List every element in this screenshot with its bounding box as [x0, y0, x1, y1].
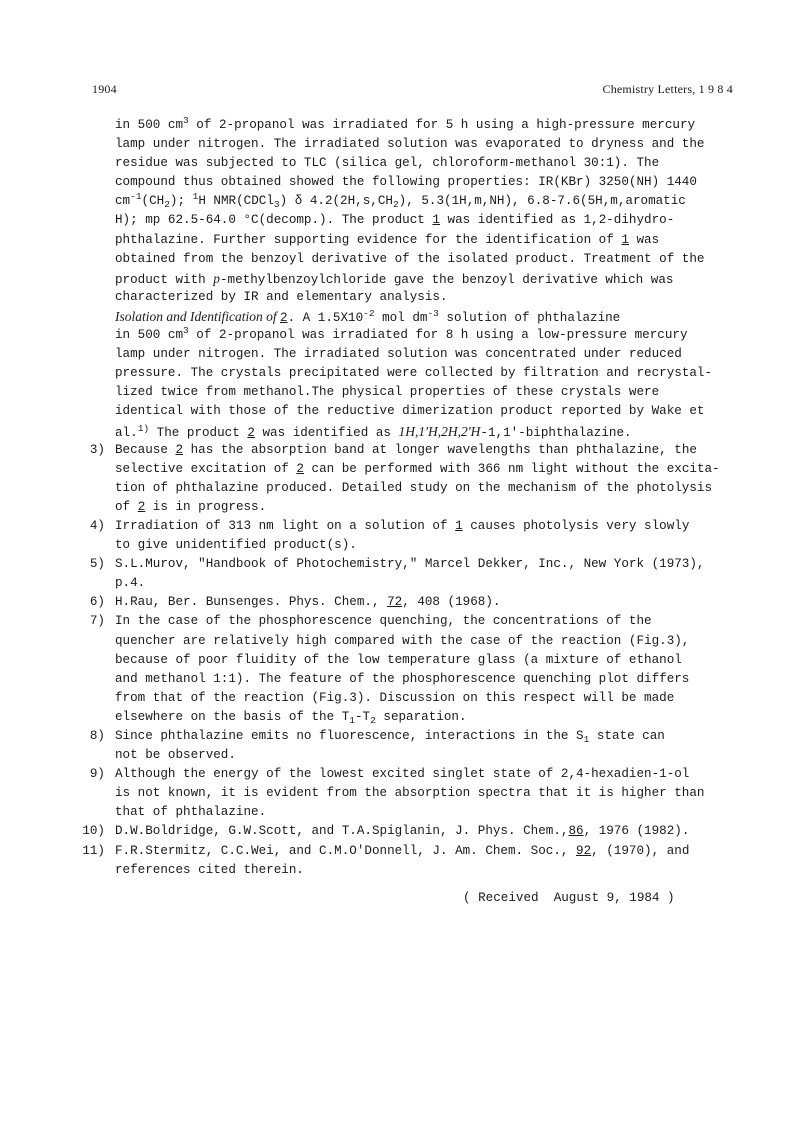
text: F.R.Stermitz, C.C.Wei, and C.M.O'Donnell, J. Am. Chem. Soc.,: [115, 843, 577, 858]
text-line: lized twice from methanol.The physical properties of these crystals were: [115, 385, 660, 400]
text: is in progress.: [145, 499, 267, 514]
text: The product: [149, 425, 248, 440]
text: D.W.Boldridge, G.W.Scott, and T.A.Spiglanin, J. Phys. Chem.,: [115, 824, 569, 839]
text-line: to give unidentified product(s).: [115, 538, 357, 553]
text-line: quencher are relatively high compared with the case of the reaction (Fig.3),: [115, 633, 690, 648]
superscript: 1: [192, 191, 199, 203]
text: elsewhere on the basis of the T: [115, 709, 350, 724]
superscript: 3: [183, 115, 189, 126]
journal-header: Chemistry Letters, 1 9 8 4: [602, 82, 733, 96]
text: ) δ 4.2(2H,s,CH: [279, 194, 393, 209]
subscript: 3: [273, 199, 280, 211]
text: Because: [115, 442, 176, 457]
text: );: [169, 194, 193, 209]
text-line: [115, 269, 735, 288]
text-line: lamp under nitrogen. The irradiated solution was concentrated under reduced: [115, 347, 682, 362]
superscript: -2: [363, 307, 375, 319]
text: phthalazine. Further supporting evidence for the identification of: [115, 232, 622, 247]
text-line: tion of phthalazine produced. Detailed study on the mechanism of the photolysis: [115, 480, 713, 495]
text: has the absorption band at longer wavelengths than phthalazine, the: [183, 442, 697, 457]
subscript: 2: [370, 714, 376, 726]
text-line: and methanol 1:1). The feature of the phosphorescence quenching plot differs: [115, 671, 690, 686]
volume-number: 92: [576, 843, 592, 858]
compound-ref: 2: [296, 461, 304, 476]
text: -1,1'-biphthalazine.: [480, 425, 632, 440]
text-line: [115, 708, 735, 727]
text-line: Although the energy of the lowest excited singlet state of 2,4-hexadien-1-ol: [115, 767, 690, 782]
text: ), 5.3(1H,m,NH), 6.8-7.6(5H,m,aromatic: [398, 194, 686, 209]
compound-ref: 2: [247, 425, 255, 440]
note-11: [82, 842, 735, 880]
text-line: [115, 842, 735, 861]
text: Irradiation of 313 nm light on a solution of: [115, 518, 456, 533]
note-8: [89, 727, 735, 765]
note-number: 5): [89, 557, 105, 572]
text-line: [115, 460, 735, 479]
note-7: [89, 612, 735, 727]
text-line: [115, 326, 735, 345]
compound-ref: 2: [175, 442, 184, 457]
text-line: [115, 422, 735, 441]
page-number: 1904: [92, 82, 117, 96]
note-number: 11): [82, 843, 105, 858]
superscript: -1: [130, 191, 142, 203]
compound-ref: 2: [137, 499, 146, 514]
note-5: [89, 555, 735, 593]
note-number: 7): [89, 614, 105, 629]
text: selective excitation of: [115, 461, 297, 476]
text: H NMR(CDCl: [198, 194, 274, 209]
text-line: [115, 498, 735, 517]
article-body: [82, 115, 735, 880]
compound-ref: 1: [455, 518, 463, 533]
text: mol dm: [374, 310, 428, 325]
text-line: [115, 441, 735, 460]
note-number: 9): [89, 767, 105, 782]
note-4: [89, 517, 735, 555]
superscript: -3: [427, 307, 439, 319]
text-line: that of phthalazine.: [115, 805, 267, 820]
text-line: compound thus obtained showed the following properties: IR(KBr) 3250(NH) 1440: [115, 175, 697, 190]
text-line: [115, 192, 735, 211]
note-6: [89, 593, 735, 612]
text: product with: [115, 272, 214, 287]
text: Since phthalazine emits no fluorescence, interactions in the S: [115, 729, 584, 743]
text: can be performed with 366 nm light without the excita-: [303, 461, 720, 476]
compound-ref: 1: [432, 213, 440, 228]
note-number: 8): [89, 729, 105, 743]
note-number: 4): [89, 518, 105, 533]
text-line: residue was subjected to TLC (silica gel, chloroform-methanol 30:1). The: [115, 156, 660, 171]
subscript: 1: [583, 734, 590, 745]
text: -T: [355, 709, 371, 724]
note-3: [89, 441, 735, 517]
section-heading: Isolation and Identification of: [115, 308, 280, 324]
text: state can: [589, 729, 665, 743]
text-line: In the case of the phosphorescence quenching, the concentrations of the: [115, 614, 652, 629]
note-number: 3): [89, 442, 105, 457]
text: -methylbenzoylchloride gave the benzoyl derivative which was: [220, 272, 674, 287]
text-line: pressure. The crystals precipitated were collected by filtration and recrystal-: [115, 366, 713, 381]
text-line: references cited therein.: [115, 862, 304, 877]
text: of 2-propanol was irradiated for 5 h using a high-pressure mercury: [188, 118, 696, 132]
subscript: 1: [349, 714, 355, 726]
citation-ref: 1): [137, 422, 150, 434]
subscript: 2: [164, 199, 170, 211]
text-line: [115, 116, 735, 135]
text: of 2-propanol was irradiated for 8 h using a low-pressure mercury: [188, 328, 688, 343]
compound-ref: 2: [280, 310, 288, 325]
text-line: obtained from the benzoyl derivative of the isolated product. Treatment of the: [115, 251, 705, 266]
subscript: 2: [392, 199, 399, 211]
text-line: [115, 593, 735, 612]
text: was: [628, 232, 660, 247]
text-line: lamp under nitrogen. The irradiated solution was evaporated to dryness and the: [115, 137, 705, 152]
paragraph-isolation-2: [115, 307, 735, 441]
text: H.Rau, Ber. Bunsenges. Phys. Chem.,: [115, 595, 388, 610]
text: of: [115, 499, 138, 514]
text: , (1970), and: [591, 843, 690, 858]
text-line: not be observed.: [115, 748, 236, 763]
text: was identified as 1,2-dihydro-: [439, 213, 675, 228]
text-line: [115, 822, 735, 841]
text: , 1976 (1982).: [583, 824, 690, 839]
volume-number: 86: [568, 824, 584, 839]
volume-number: 72: [387, 595, 403, 610]
text-line: [115, 727, 735, 746]
text: , 408 (1968).: [402, 595, 501, 610]
text-line: [115, 231, 735, 250]
text: solution of phthalazine: [438, 310, 621, 325]
text: causes photolysis very slowly: [462, 518, 690, 533]
text: al.: [115, 425, 138, 440]
text-line: [115, 517, 735, 536]
text-line: from that of the reaction (Fig.3). Discussion on this respect will be made: [115, 690, 675, 705]
text-line: S.L.Murov, "Handbook of Photochemistry," Marcel Dekker, Inc., New York (1973),: [115, 557, 705, 572]
note-9: [89, 765, 735, 822]
note-number: 6): [89, 595, 105, 610]
note-number: 10): [82, 824, 105, 839]
note-10: [82, 822, 735, 841]
compound-ref: 1: [621, 232, 629, 247]
text: in 500 cm: [115, 328, 184, 343]
text: (CH: [141, 194, 165, 209]
text: . A 1.5X10: [287, 310, 364, 325]
received-date: ( Received August 9, 1984 ): [463, 891, 675, 905]
superscript: 3: [183, 325, 189, 337]
text: was identified as: [254, 425, 399, 440]
text-line: [115, 307, 735, 326]
text: in 500 cm: [115, 118, 184, 132]
text-line: identical with those of the reductive dimerization product reported by Wake et: [115, 404, 705, 419]
text-line: p.4.: [115, 576, 146, 591]
text: H); mp 62.5-64.0 °C(decomp.). The product: [115, 213, 433, 228]
paragraph-compound-1: [115, 116, 735, 307]
text-line: characterized by IR and elementary analysis.: [115, 289, 448, 304]
text-line: [115, 211, 735, 230]
italic-text: 1H,1'H,2H,2'H: [398, 423, 481, 439]
text-line: because of poor fluidity of the low temperature glass (a mixture of ethanol: [115, 652, 682, 667]
italic-text: p: [213, 270, 220, 286]
text: separation.: [375, 709, 467, 724]
text: cm: [115, 194, 131, 209]
text-line: is not known, it is evident from the absorption spectra that it is higher than: [115, 786, 705, 801]
